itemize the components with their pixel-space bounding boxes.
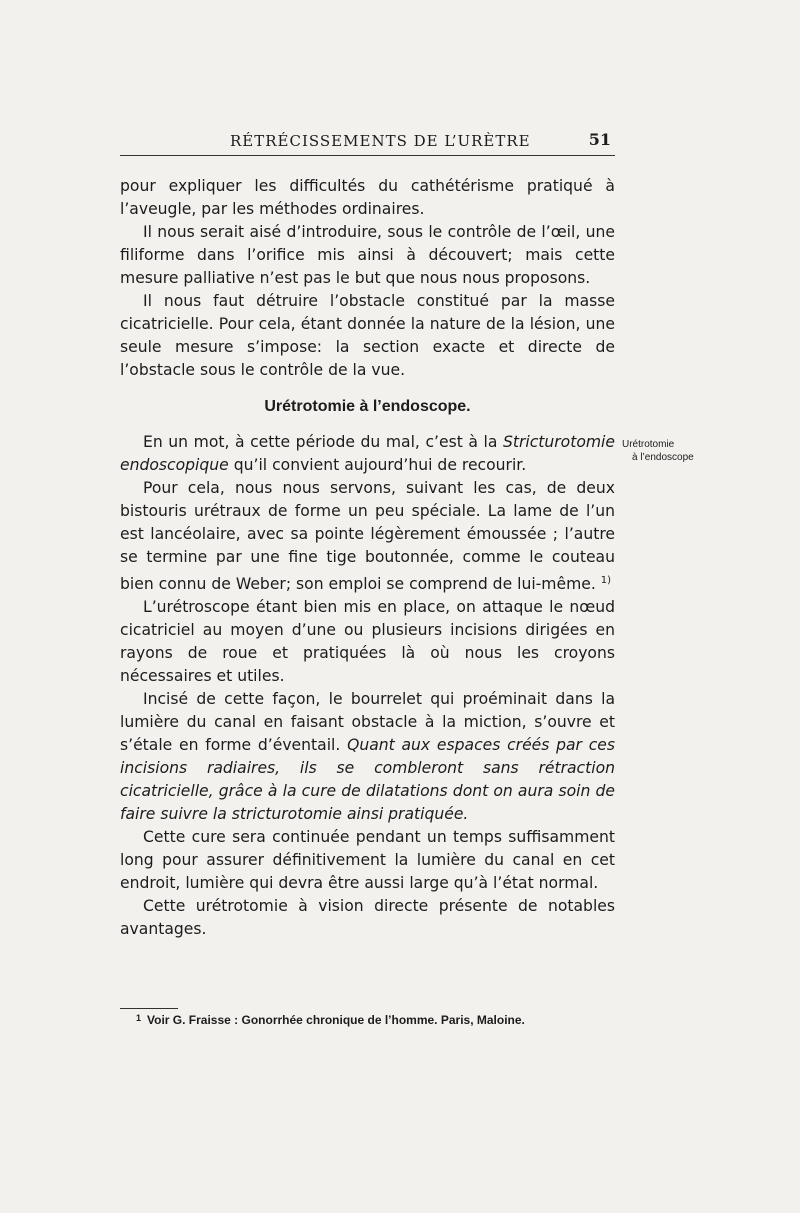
- running-header: [120, 132, 615, 154]
- footnote-reference: 1): [600, 575, 612, 586]
- paragraph-7-start: Incisé de cette façon, le bourrelet qui proéminait dans la lumière du canal en faisant obstacle à la miction, s’ouvre et s’étale en forme d’éventail.: [120, 690, 615, 755]
- running-title: RÉTRÉCISSEMENTS DE L’URÈTRE: [230, 132, 531, 150]
- footnote-mark: 1: [136, 1013, 142, 1023]
- page-number: 51: [588, 130, 611, 149]
- paragraph-2: Il nous serait aisé d’introduire, sous le contrôle de l’œil, une filiforme dans l’orifice mis ainsi à découvert; mais cette mesure palliative n’est pas le but que nous nous proposons.: [120, 223, 615, 287]
- paragraph-8: Cette cure sera continuée pendant un temps suffisamment long pour assurer définitivement la lumière du canal en cet endroit, lumière qui devra être aussi large qu’à l’état normal.: [120, 828, 615, 893]
- paragraph-3: Il nous faut détruire l’obstacle constitué par la masse cicatricielle. Pour cela, étant donnée la nature de la lésion, une seule mesure s’impose: la section exacte et directe de l’obstacle sous le contrôle de la vue.: [120, 292, 615, 379]
- paragraph-9: Cette urétrotomie à vision directe présente de notables avantages.: [120, 897, 615, 939]
- margin-note-line-2: à l’endoscope: [632, 452, 694, 463]
- paragraph-1: pour expliquer les difficultés du cathétérisme pratiqué à l’aveugle, par les méthodes ordinaires.: [120, 177, 615, 218]
- paragraph-4-end: qu’il convient aujourd’hui de recourir.: [228, 456, 527, 474]
- margin-note-line-1: Urétrotomie: [622, 439, 675, 450]
- margin-note: [622, 438, 722, 464]
- paragraph-7: [120, 688, 615, 826]
- paragraph-6: L’urétroscope étant bien mis en place, on attaque le nœud cicatriciel au moyen d’une ou plusieurs incisions dirigées en rayons de roue et pratiquées là où nous les croyons nécessaires et utiles.: [120, 598, 615, 686]
- footnote-rule: [120, 1008, 178, 1009]
- paragraph-5-text: Pour cela, nous nous servons, suivant les cas, de deux bistouris urétraux de forme un peu spéciale. La lame de l’un est lancéolaire, avec sa pointe légèrement émoussée ; l’autre se termine par une fine tige boutonnée, comme le couteau bien connu de Weber; son emploi se comprend de lui-même.: [120, 479, 615, 594]
- footnote-text: Voir G. Fraisse : Gonorrhée chronique de l’homme. Paris, Maloine.: [147, 1013, 525, 1027]
- paragraph-4: [120, 431, 615, 477]
- body-text: [120, 175, 615, 941]
- paragraph-7-emphasis: Quant aux espaces créés par ces incisions radiaires, ils se combleront sans rétraction cicatricielle, grâce à la cure de dilatations dont on aura soin de faire suivre la stricturotomie ainsi pratiquée.: [120, 736, 615, 824]
- header-rule: [120, 155, 615, 156]
- paragraph-4-emphasis: Stricturotomie endoscopique: [120, 433, 615, 474]
- paragraph-4-start: En un mot, à cette période du mal, c’est à la: [143, 433, 503, 451]
- paragraph-5: [120, 477, 615, 596]
- section-heading: Urétrotomie à l’endoscope.: [264, 398, 471, 415]
- footnote: [120, 1013, 615, 1027]
